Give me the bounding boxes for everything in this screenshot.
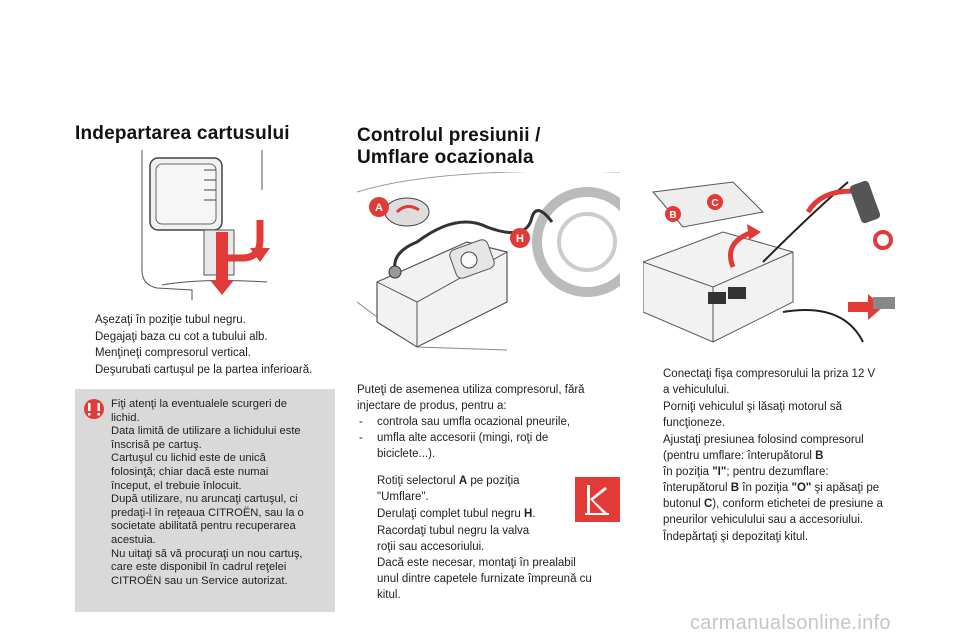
right-section-title: Controlul presiunii / Umflare ocazionala [357,125,541,168]
warning-box [75,389,335,612]
list-item: Derulaţi complet tubul negru H. [377,508,536,520]
wrench-tool-icon [575,477,620,522]
left-steps [75,313,337,379]
list-item: - controla sau umfla ocazional pneurile, [359,416,571,428]
label-h: H [516,233,524,245]
warning-text: Fiţi atenţi la eventualele scurgeri de lichid. Data limită de utilizare a lichidului este înscrisă pe cartuş. Cartuşul cu lichid este de unică folosinţă; chiar dacă este numai început, el trebuie înlocuit. După utilizare, nu aruncaţi cartuşul, ci predaţi-l în reţeaua CITROËN, sau la o societate abilitată pentru recuperarea acestuia. Nu uitaţi să vă procuraţi un nou cartuş, care este disponibil în cadrul reţelei CITROËN sau un Service autorizat. [111,398,304,587]
list-item: Îndepărtaţi şi depozitaţi kitul. [663,531,809,543]
list-item: Racordaţi tubul negru la valva roţii sau accesoriului. Dacă este necesar, montaţi în prealabil unul dintre capetele furnizate împreună cu kitul. [377,525,592,601]
watermark: carmanualsonline.info [690,612,891,634]
right-steps [643,366,908,546]
list-item: Porniţi vehiculul şi lăsaţi motorul să funcţioneze. [663,401,842,429]
label-c: C [711,198,719,209]
list-item: Aşezaţi în poziţie tubul negru. [95,314,246,326]
warning-icon [83,399,105,419]
list-item: Menţineţi compresorul vertical. [95,347,251,359]
compressor-hose-illustration [357,172,620,352]
list-item: Rotiţi selectorul A pe poziţia "Umflare". [377,475,520,503]
left-section-title: Indepartarea cartusului [75,123,290,144]
cartridge-removal-illustration [132,150,272,300]
list-item: Conectaţi fişa compresorului la priza 12 V a vehiculului. [663,368,876,396]
label-a: A [375,202,383,214]
label-b: B [669,210,677,221]
list-item: Degajaţi baza cu cot a tubului alb. [95,330,268,343]
list-item: - umfla alte accesorii (mingi, roţi de biciclete...). [359,432,549,460]
intro-text: Puteţi de asemenea utiliza compresorul, fără injectare de produs, pentru a: - controla sau umfla ocazional pneurile, - umfla alte accesorii (mingi, roţi de biciclete...). [357,382,627,462]
list-item: Deşurubati cartuşul pe la partea inferioară. [95,363,313,376]
list-item: Ajustaţi presiunea folosind compresorul (pentru umflare: înterupătorul B în poziţia "I"; pentru dezumflare: înterupătorul B în poziţia "O" şi apăsaţi pe butonul C), conform etichetei de presiune a pneurilor vehiculului sau a accesoriului. [663,434,883,526]
socket-switch-illustration [643,172,906,352]
